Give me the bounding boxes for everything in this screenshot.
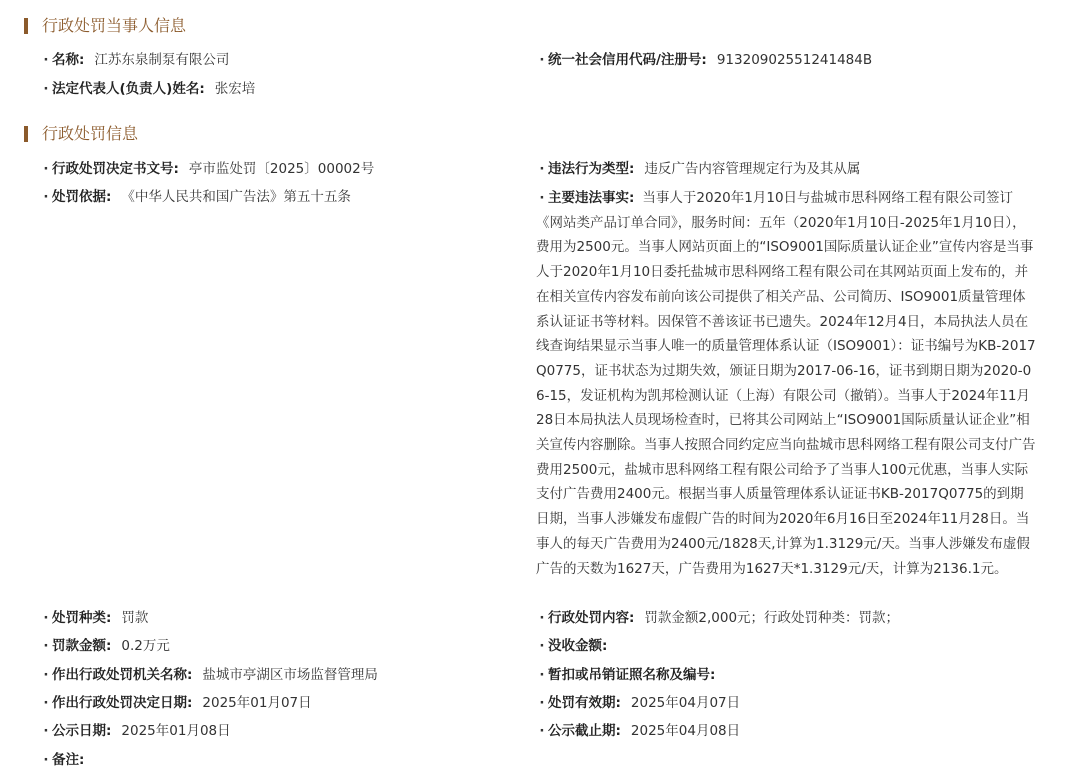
bullet-icon: · xyxy=(43,638,49,654)
field-legal-rep xyxy=(40,77,255,101)
party-section-title-text: 行政处罚当事人信息 xyxy=(42,16,187,35)
field-authority xyxy=(40,663,378,687)
main-facts-label: 主要违法事实: xyxy=(548,190,635,206)
bullet-icon: · xyxy=(43,723,49,739)
violation-type-value: 违反广告内容管理规定行为及其从属 xyxy=(644,161,861,177)
bullet-icon: · xyxy=(539,610,545,626)
authority-value: 盐城市亭湖区市场监督管理局 xyxy=(202,667,378,683)
field-doc-no xyxy=(40,157,374,181)
credit-code-value: 91320902551241484B xyxy=(716,52,873,68)
field-license xyxy=(536,663,725,687)
fine-amount-label: 罚款金额: xyxy=(52,638,112,654)
bullet-icon: · xyxy=(43,752,49,768)
valid-until-value: 2025年04月07日 xyxy=(630,695,741,711)
field-publish-date xyxy=(40,719,231,743)
field-penalty-content xyxy=(536,606,899,630)
violation-type-label: 违法行为类型: xyxy=(548,161,635,177)
legal-rep-value: 张宏培 xyxy=(214,81,256,97)
authority-label: 作出行政处罚机关名称: xyxy=(52,667,193,683)
bullet-icon: · xyxy=(539,723,545,739)
field-basis xyxy=(40,185,351,209)
legal-rep-label: 法定代表人(负责人)姓名: xyxy=(52,81,205,97)
party-section-title xyxy=(24,16,186,36)
bullet-icon: · xyxy=(43,695,49,711)
field-main-facts xyxy=(536,186,1036,581)
field-credit-code xyxy=(536,48,872,72)
bullet-icon: · xyxy=(43,610,49,626)
publish-date-label: 公示日期: xyxy=(52,723,112,739)
bullet-icon: · xyxy=(539,667,545,683)
penalty-kind-value: 罚款 xyxy=(121,610,149,626)
section-bar xyxy=(24,18,28,34)
confiscation-label: 没收金额: xyxy=(548,638,608,654)
doc-no-value: 亭市监处罚〔2025〕00002号 xyxy=(188,161,375,177)
bullet-icon: · xyxy=(43,189,49,205)
fine-amount-value: 0.2万元 xyxy=(121,638,170,654)
main-facts-value: 当事人于2020年1月10日与盐城市思科网络工程有限公司签订《网站类产品订单合同》，服务时间：五年（2020年1月10日-2025年1月10日），费用为2500元。当事人网站页面上的“ISO9001国际质量认证企业”宣传内容是当事人于2020年1月10日委托盐城市思科网络工程有限公司在其网站页面上发布的，并在相关宣传内容发布前向该公司提供了相关产品、公司简历、ISO9001质量管理体系认证证书等材料。因保管不善该证书已遗失。2024年12月4日，本局执法人员在线查询结果显示当事人唯一的质量管理体系认证（ISO9001）：证书编号为KB-2017Q0775，证书状态为过期失效，颁证日期为2017-06-16，证书到期日期为2020-06-15，发证机构为凯邦检测认证（上海）有限公司（撤销）。当事人于2024年11月28日本局执法人员现场检查时，已将其公司网站上“ISO9001国际质量认证企业”相关宣传内容删除。当事人按照合同约定应当向盐城市思科网络工程有限公司支付广告费用2500元，盐城市思科网络工程有限公司给予了当事人100元优惠，当事人实际支付广告费用2400元。根据当事人质量管理体系认证证书KB-2017Q0775的到期日期，当事人涉嫌发布虚假广告的时间为2020年6月16日至2024年11月28日。当事人的每天广告费用为2400元/1828天,计算为1.3129元/天。当事人涉嫌发布虚假广告的天数为1627天，广告费用为1627天*1.3129元/天，计算为2136.1元。 xyxy=(536,190,1036,577)
bullet-icon: · xyxy=(43,81,49,97)
name-label: 名称: xyxy=(52,52,85,68)
bullet-icon: · xyxy=(539,52,545,68)
bullet-icon: · xyxy=(539,638,545,654)
bullet-icon: · xyxy=(539,161,545,177)
section-bar xyxy=(24,126,28,142)
penalty-content-value: 罚款金额2,000元；行政处罚种类：罚款； xyxy=(644,610,900,626)
penalty-kind-label: 处罚种类: xyxy=(52,610,112,626)
publish-end-value: 2025年04月08日 xyxy=(630,723,741,739)
basis-value: 《中华人民共和国广告法》第五十五条 xyxy=(121,189,351,205)
name-value: 江苏东泉制泵有限公司 xyxy=(94,52,230,68)
field-valid-until xyxy=(536,691,740,715)
field-penalty-kind xyxy=(40,606,148,630)
bullet-icon: · xyxy=(539,695,545,711)
bullet-icon: · xyxy=(539,190,545,206)
publish-end-label: 公示截止期: xyxy=(548,723,621,739)
remark-label: 备注: xyxy=(52,752,85,768)
decision-date-value: 2025年01月07日 xyxy=(202,695,312,711)
penalty-section-title-text: 行政处罚信息 xyxy=(42,124,139,143)
field-remark xyxy=(40,748,94,772)
bullet-icon: · xyxy=(43,161,49,177)
field-publish-end xyxy=(536,719,740,743)
license-label: 暂扣或吊销证照名称及编号: xyxy=(548,667,716,683)
field-fine-amount xyxy=(40,634,170,658)
field-violation-type xyxy=(536,157,860,181)
publish-date-value: 2025年01月08日 xyxy=(121,723,231,739)
valid-until-label: 处罚有效期: xyxy=(548,695,621,711)
basis-label: 处罚依据: xyxy=(52,189,112,205)
penalty-content-label: 行政处罚内容: xyxy=(548,610,635,626)
field-name xyxy=(40,48,229,72)
penalty-section-title xyxy=(24,124,138,144)
field-decision-date xyxy=(40,691,312,715)
credit-code-label: 统一社会信用代码/注册号: xyxy=(548,52,707,68)
bullet-icon: · xyxy=(43,52,49,68)
doc-no-label: 行政处罚决定书文号: xyxy=(52,161,179,177)
field-confiscation xyxy=(536,634,617,658)
bullet-icon: · xyxy=(43,667,49,683)
decision-date-label: 作出行政处罚决定日期: xyxy=(52,695,193,711)
